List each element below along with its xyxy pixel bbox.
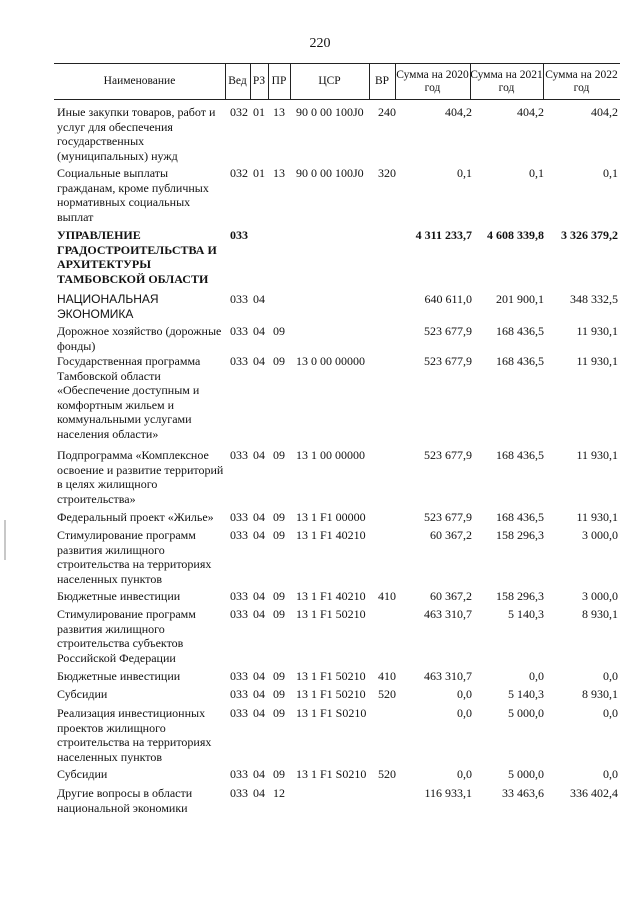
- row-ved: 033: [230, 292, 248, 306]
- row-name: Стимулирование программ развития жилищного строительства на территориях населенных пунктов: [57, 528, 212, 586]
- row-sum-2020: 463 310,7: [424, 607, 472, 621]
- row-ved: 033: [230, 669, 248, 683]
- row-rz: 04: [253, 510, 265, 524]
- scan-margin-mark: [4, 520, 6, 560]
- row-vr: 240: [378, 105, 396, 119]
- row-name: Иные закупки товаров, работ и услуг для обеспечения государственных (муниципальных) нужд: [57, 105, 216, 163]
- row-pr: 09: [273, 706, 285, 720]
- row-name: Субсидии: [57, 767, 108, 781]
- row-pr: 09: [273, 354, 285, 368]
- row-rz: 04: [253, 589, 265, 603]
- row-sum-2022: 0,0: [603, 706, 618, 720]
- row-sum-2021: 0,0: [529, 669, 544, 683]
- row-sum-2022: 0,0: [603, 669, 618, 683]
- row-rz: 04: [253, 448, 265, 462]
- row-sum-2022: 11 930,1: [576, 354, 618, 368]
- row-rz: 04: [253, 669, 265, 683]
- row-sum-2021: 5 000,0: [508, 767, 544, 781]
- row-sum-2022: 3 000,0: [582, 589, 618, 603]
- row-sum-2020: 640 611,0: [424, 292, 472, 306]
- row-vr: 410: [378, 589, 396, 603]
- header-sum-2020: Сумма на 2020 год: [396, 68, 469, 94]
- row-csr: 13 1 F1 50210: [296, 687, 366, 701]
- row-ved: 033: [230, 510, 248, 524]
- row-sum-2021: 5 140,3: [508, 687, 544, 701]
- row-ved: 033: [230, 687, 248, 701]
- row-name: Бюджетные инвестиции: [57, 589, 181, 603]
- row-csr: 13 1 F1 40210: [296, 528, 366, 542]
- row-name: Реализация инвестиционных проектов жилищного строительства на территориях населенных пунктов: [57, 706, 212, 764]
- row-name: Федеральный проект «Жилье»: [57, 510, 214, 524]
- row-ved: 032: [230, 105, 248, 119]
- row-sum-2020: 404,2: [445, 105, 472, 119]
- row-csr: 90 0 00 100J0: [296, 166, 364, 180]
- row-sum-2022: 8 930,1: [582, 607, 618, 621]
- row-sum-2020: 523 677,9: [424, 354, 472, 368]
- row-sum-2022: 404,2: [591, 105, 618, 119]
- row-vr: 320: [378, 166, 396, 180]
- row-ved: 033: [230, 448, 248, 462]
- row-ved: 033: [230, 706, 248, 720]
- page-number: 220: [309, 36, 331, 51]
- row-sum-2020: 523 677,9: [424, 510, 472, 524]
- row-sum-2021: 168 436,5: [496, 324, 544, 338]
- header-pr: ПР: [271, 75, 287, 87]
- row-pr: 13: [273, 166, 285, 180]
- row-sum-2021: 158 296,3: [496, 528, 544, 542]
- row-vr: 520: [378, 767, 396, 781]
- row-sum-2021: 168 436,5: [496, 510, 544, 524]
- row-rz: 04: [253, 706, 265, 720]
- row-vr: 520: [378, 687, 396, 701]
- row-sum-2020: 60 367,2: [430, 589, 472, 603]
- row-rz: 01: [253, 166, 265, 180]
- row-sum-2020: 463 310,7: [424, 669, 472, 683]
- row-sum-2021: 168 436,5: [496, 448, 544, 462]
- row-sum-2022: 11 930,1: [576, 448, 618, 462]
- row-ved: 032: [230, 166, 248, 180]
- row-csr: 13 1 00 00000: [296, 448, 365, 462]
- row-name: Социальные выплаты гражданам, кроме публичных нормативных социальных выплат: [57, 166, 209, 224]
- header-csr: ЦСР: [318, 75, 341, 87]
- row-rz: 04: [253, 354, 265, 368]
- row-sum-2020: 523 677,9: [424, 324, 472, 338]
- row-sum-2022: 348 332,5: [570, 292, 618, 306]
- row-pr: 09: [273, 528, 285, 542]
- row-rz: 04: [253, 292, 265, 306]
- table-header: [54, 63, 620, 100]
- row-csr: 13 0 00 00000: [296, 354, 365, 368]
- budget-table-body: [0, 100, 640, 860]
- row-name: Дорожное хозяйство (дорожные фонды): [57, 324, 222, 353]
- row-sum-2022: 3 000,0: [582, 528, 618, 542]
- row-vr: 410: [378, 669, 396, 683]
- row-ved: 033: [230, 767, 248, 781]
- row-rz: 04: [253, 786, 265, 800]
- row-name: Стимулирование программ развития жилищного строительства субъектов Российской Федерации: [57, 607, 196, 665]
- row-rz: 04: [253, 528, 265, 542]
- row-sum-2021: 201 900,1: [496, 292, 544, 306]
- row-pr: 09: [273, 687, 285, 701]
- row-ved: 033: [230, 607, 248, 621]
- row-rz: 04: [253, 324, 265, 338]
- header-vr: ВР: [374, 75, 390, 87]
- row-ved: 033: [230, 354, 248, 368]
- row-ved: 033: [230, 228, 248, 242]
- row-rz: 04: [253, 607, 265, 621]
- row-csr: 13 1 F1 S0210: [296, 767, 367, 781]
- row-sum-2021: 404,2: [517, 105, 544, 119]
- row-sum-2020: 4 311 233,7: [415, 228, 472, 242]
- row-sum-2020: 0,0: [457, 706, 472, 720]
- row-csr: 90 0 00 100J0: [296, 105, 364, 119]
- row-name: Субсидии: [57, 687, 108, 701]
- row-sum-2020: 0,1: [457, 166, 472, 180]
- header-ved: Вед: [228, 75, 247, 87]
- row-csr: 13 1 F1 50210: [296, 669, 366, 683]
- row-name: Бюджетные инвестиции: [57, 669, 181, 683]
- row-sum-2021: 0,1: [529, 166, 544, 180]
- row-sum-2022: 336 402,4: [570, 786, 618, 800]
- row-csr: 13 1 F1 00000: [296, 510, 366, 524]
- row-sum-2022: 0,0: [603, 767, 618, 781]
- row-sum-2020: 0,0: [457, 687, 472, 701]
- row-ved: 033: [230, 589, 248, 603]
- row-pr: 13: [273, 105, 285, 119]
- row-name: НАЦИОНАЛЬНАЯ ЭКОНОМИКА: [57, 292, 159, 321]
- row-sum-2022: 8 930,1: [582, 687, 618, 701]
- row-sum-2021: 4 608 339,8: [487, 228, 544, 242]
- row-name: Государственная программа Тамбовской области «Обеспечение доступным и комфортным жильем и коммунальными услугами населения области»: [57, 354, 201, 441]
- header-rz: РЗ: [252, 75, 266, 87]
- row-csr: 13 1 F1 S0210: [296, 706, 367, 720]
- row-sum-2021: 5 140,3: [508, 607, 544, 621]
- header-sum-2021: Сумма на 2021 год: [470, 68, 543, 94]
- row-pr: 09: [273, 669, 285, 683]
- row-sum-2021: 168 436,5: [496, 354, 544, 368]
- row-sum-2022: 11 930,1: [576, 324, 618, 338]
- row-sum-2022: 0,1: [603, 166, 618, 180]
- row-csr: 13 1 F1 40210: [296, 589, 366, 603]
- row-pr: 09: [273, 607, 285, 621]
- row-pr: 09: [273, 589, 285, 603]
- row-sum-2022: 11 930,1: [576, 510, 618, 524]
- row-ved: 033: [230, 324, 248, 338]
- header-name: Наименование: [103, 75, 176, 87]
- row-ved: 033: [230, 786, 248, 800]
- row-sum-2021: 158 296,3: [496, 589, 544, 603]
- row-name: УПРАВЛЕНИЕ ГРАДОСТРОИТЕЛЬСТВА И АРХИТЕКТУРЫ ТАМБОВСКОЙ ОБЛАСТИ: [57, 228, 217, 286]
- row-sum-2020: 523 677,9: [424, 448, 472, 462]
- row-sum-2021: 5 000,0: [508, 706, 544, 720]
- row-sum-2020: 116 933,1: [424, 786, 472, 800]
- row-rz: 01: [253, 105, 265, 119]
- row-name: Другие вопросы в области национальной экономики: [57, 786, 193, 815]
- row-pr: 12: [273, 786, 285, 800]
- row-rz: 04: [253, 767, 265, 781]
- row-csr: 13 1 F1 50210: [296, 607, 366, 621]
- row-sum-2022: 3 326 379,2: [561, 228, 618, 242]
- row-rz: 04: [253, 687, 265, 701]
- header-sum-2022: Сумма на 2022 год: [545, 68, 618, 94]
- row-pr: 09: [273, 448, 285, 462]
- row-pr: 09: [273, 767, 285, 781]
- row-sum-2020: 60 367,2: [430, 528, 472, 542]
- row-ved: 033: [230, 528, 248, 542]
- row-name: Подпрограмма «Комплексное освоение и развитие территорий в целях жилищного строительства»: [57, 448, 224, 506]
- row-pr: 09: [273, 510, 285, 524]
- row-sum-2020: 0,0: [457, 767, 472, 781]
- row-sum-2021: 33 463,6: [502, 786, 544, 800]
- row-pr: 09: [273, 324, 285, 338]
